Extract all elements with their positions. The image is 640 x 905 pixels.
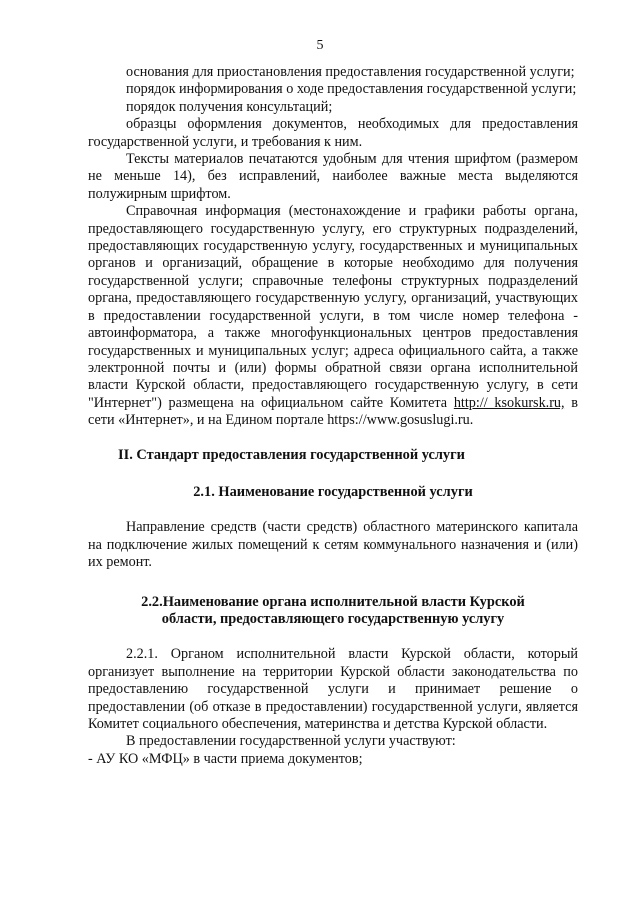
list-item: порядок информирования о ходе предоставления государственной услуги;	[126, 81, 577, 98]
subsection-title-2-2	[88, 594, 578, 629]
committee-site-link[interactable]: http:// ksokursk.ru,	[453, 394, 565, 411]
participants-intro: В предоставлении государственной услуги участвуют:	[126, 733, 456, 750]
subsection-title-2-1: 2.1. Наименование государственной услуги	[193, 483, 473, 500]
subsection-title-line: области, предоставляющего государственную услугу	[161, 610, 505, 627]
list-item: основания для приостановления предоставления государственной услуги;	[126, 64, 575, 80]
page-number: 5	[316, 38, 324, 53]
subsection-text-2-1: Направление средств (части средств) областного материнского капитала на подключение жилых помещений к сетям коммунального назначения и (или) их ремонт.	[88, 519, 578, 571]
reference-info-text: Справочная информация (местонахождение и графики работы органа, предоставляющего государственную услугу, его структурных подразделений, предоставляющих государственную услугу, государственных и муниципальных органов и организаций, обращение в которые необходимо для получения государственной услуги; справочные телефоны структурных подразделений органа, предоставляющего государственную услугу, организаций, участвующих в предоставлении государственной услуги, в том числе номер телефона - автоинформатора, а также многофункциональных центров предоставления государственных и муниципальных услуг; адреса официального сайта, а также электронной почты и (или) формы обратной связи органа исполнительной власти Курской области, предоставляющего государственную услугу, в сети "Интернет") размещена на официальном сайте Комитета	[88, 203, 578, 411]
subsection-title-line: 2.2.Наименование органа исполнительной власти Курской	[141, 593, 525, 610]
list-item: образцы оформления документов, необходимых для предоставления государственной услуги, и требования к ним.	[88, 116, 578, 150]
section-title: II. Стандарт предоставления государственной услуги	[118, 446, 465, 463]
subsection-text-2-2-1: 2.2.1. Органом исполнительной власти Курской области, который организует выполнение на территории Курской области законодательства по предоставлению государственной услуги и принимает решение о предоставлении (об отказе в предоставлении) государственной услуги, является Комитет социального обеспечения, материнства и детства Курской области.	[88, 646, 578, 732]
document-body	[88, 64, 578, 768]
participant-item: - АУ КО «МФЦ» в части приема документов;	[88, 750, 363, 767]
reference-info-tail: в сети «Интернет», и на Едином портале https://www.gosuslugi.ru.	[88, 394, 578, 429]
paragraph-fonts: Тексты материалов печатаются удобным для чтения шрифтом (размером не меньше 14), без исправлений, наиболее важные места выделяются полужирным шрифтом.	[88, 151, 578, 202]
paragraph-reference-info	[88, 203, 578, 429]
list-item: порядок получения консультаций;	[126, 98, 333, 115]
